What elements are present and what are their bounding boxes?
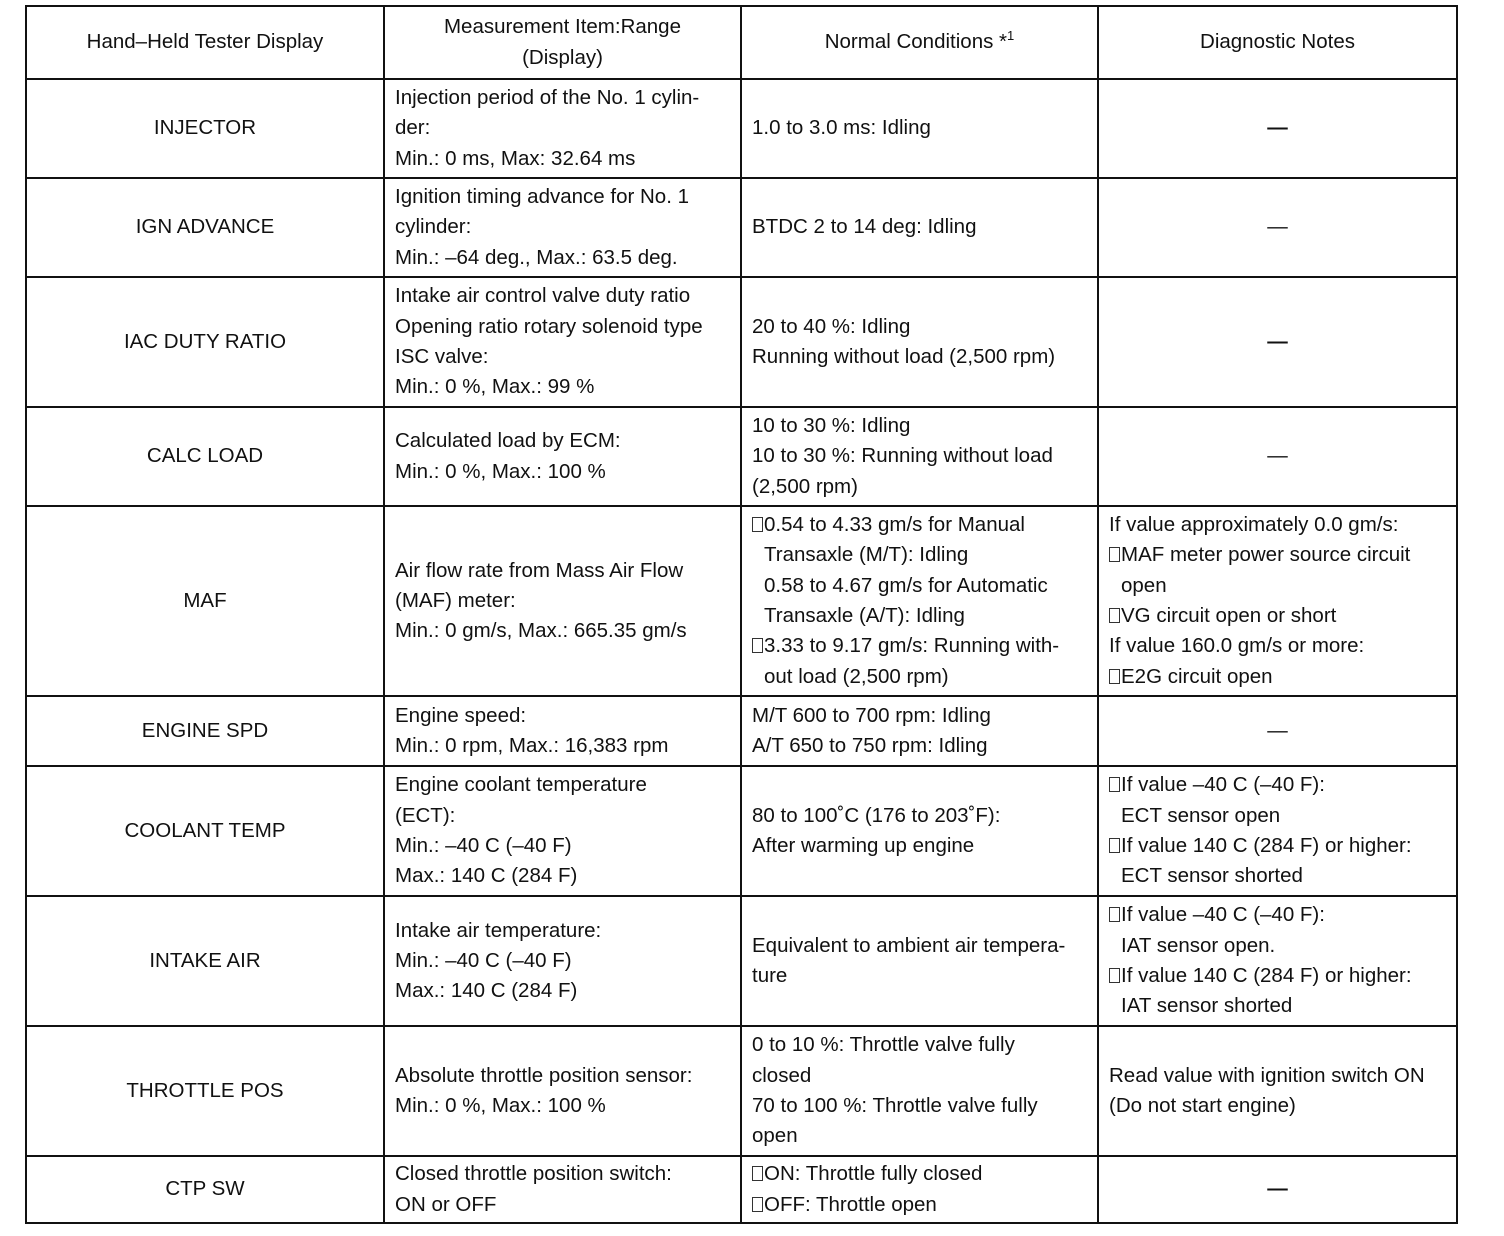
diagnostic-note-line: ECT sensor shorted	[1121, 864, 1303, 888]
measurement-item-cell	[384, 696, 741, 766]
normal-condition-line	[752, 1190, 1087, 1220]
normal-condition-text: 3.33 to 9.17 gm/s: Running with-	[764, 634, 1060, 658]
diagnostic-notes-cell	[1098, 506, 1457, 696]
diagnostic-notes-cell	[1098, 1026, 1457, 1156]
tester-display-cell	[26, 1026, 384, 1156]
normal-condition-line: Transaxle (A/T): Idling	[764, 604, 965, 627]
measurement-line: Min.: 0 %, Max.: 99 %	[395, 375, 595, 399]
table-row	[26, 277, 1457, 407]
header-measurement-item-line2: (Display)	[522, 45, 603, 69]
normal-condition-line: (2,500 rpm)	[752, 474, 858, 498]
diagnostic-notes-cell	[1098, 79, 1457, 178]
table-row	[26, 1156, 1457, 1223]
normal-condition-line: 0.58 to 4.67 gm/s for Automatic	[764, 573, 1048, 597]
bullet-box-icon	[752, 638, 763, 653]
table-row	[26, 696, 1457, 766]
no-notes-dash: —	[1267, 116, 1288, 140]
bullet-box-icon	[1109, 608, 1120, 623]
measurement-item-cell	[384, 79, 741, 178]
normal-conditions-cell	[741, 506, 1098, 696]
header-diagnostic-notes	[1098, 6, 1457, 79]
diagnostic-notes-cell	[1098, 1156, 1457, 1223]
tester-display-label: THROTTLE POS	[126, 1078, 284, 1102]
bullet-box-icon	[1109, 838, 1120, 853]
normal-condition-line: 10 to 30 %: Idling	[752, 414, 911, 438]
diagnostic-notes-cell	[1098, 766, 1457, 896]
measurement-line: Closed throttle position switch:	[395, 1162, 672, 1186]
diagnostic-note-text: If value 140 C (284 F) or higher:	[1121, 834, 1412, 857]
table-row	[26, 766, 1457, 896]
header-row	[26, 6, 1457, 79]
diagnostic-notes-cell	[1098, 896, 1457, 1026]
measurement-line: Injection period of the No. 1 cylin-	[395, 86, 700, 110]
table-row	[26, 506, 1457, 696]
diagnostic-data-table	[25, 5, 1458, 1224]
tester-display-cell	[26, 506, 384, 696]
normal-condition-line: 80 to 100˚C (176 to 203˚F):	[752, 803, 1001, 827]
tester-display-label: INJECTOR	[153, 116, 257, 140]
no-notes-dash: —	[1267, 718, 1288, 742]
diagnostic-note-line: open	[1121, 573, 1167, 597]
diagnostic-note-text: VG circuit open or short	[1121, 604, 1337, 627]
normal-conditions-cell	[741, 766, 1098, 896]
table-row	[26, 1026, 1457, 1156]
measurement-item-cell	[384, 896, 741, 1026]
measurement-line: Intake air control valve duty ratio	[395, 284, 691, 308]
diagnostic-note-text: E2G circuit open	[1121, 664, 1273, 688]
footnote-marker: 1	[1007, 28, 1015, 44]
diagnostic-note-text: If value –40 C (–40 F):	[1121, 903, 1325, 927]
measurement-line: (MAF) meter:	[395, 588, 516, 612]
measurement-line: der:	[395, 116, 431, 140]
tester-display-label: INTAKE AIR	[149, 948, 261, 972]
normal-condition-line: M/T 600 to 700 rpm: Idling	[752, 703, 991, 727]
tester-display-cell	[26, 79, 384, 178]
diagnostic-note-text: MAF meter power source circuit	[1121, 543, 1411, 567]
no-notes-dash: —	[1267, 215, 1288, 239]
normal-condition-line: closed	[752, 1063, 812, 1087]
table-row	[26, 896, 1457, 1026]
diagnostic-note-line	[1109, 831, 1446, 861]
no-notes-dash: —	[1267, 444, 1288, 468]
tester-display-cell	[26, 766, 384, 896]
normal-conditions-cell	[741, 696, 1098, 766]
measurement-line: Engine coolant temperature	[395, 773, 647, 797]
normal-condition-line: 10 to 30 %: Running without load	[752, 444, 1053, 468]
normal-condition-text: ON: Throttle fully closed	[764, 1162, 983, 1186]
normal-conditions-cell	[741, 277, 1098, 407]
diagnostic-note-text: If value 140 C (284 F) or higher:	[1121, 964, 1412, 987]
measurement-line: Absolute throttle position sensor:	[395, 1063, 693, 1087]
measurement-item-cell	[384, 1026, 741, 1156]
tester-display-label: ENGINE SPD	[141, 718, 269, 742]
measurement-line: Min.: –40 C (–40 F)	[395, 834, 572, 857]
normal-condition-line	[752, 631, 1087, 661]
normal-conditions-cell	[741, 79, 1098, 178]
tester-display-cell	[26, 407, 384, 506]
bullet-box-icon	[1109, 777, 1120, 792]
measurement-item-cell	[384, 178, 741, 277]
normal-condition-line: Transaxle (M/T): Idling	[764, 543, 969, 567]
diagnostic-note-line	[1109, 900, 1446, 930]
table-row	[26, 178, 1457, 277]
tester-display-cell	[26, 696, 384, 766]
measurement-line: Opening ratio rotary solenoid type	[395, 314, 703, 338]
header-measurement-item	[384, 6, 741, 79]
measurement-line: Max.: 140 C (284 F)	[395, 864, 578, 888]
measurement-item-cell	[384, 506, 741, 696]
measurement-line: Min.: –40 C (–40 F)	[395, 948, 572, 972]
diagnostic-note-line: If value approximately 0.0 gm/s:	[1109, 513, 1399, 537]
bullet-box-icon	[1109, 547, 1120, 562]
diagnostic-note-line: IAT sensor open.	[1121, 933, 1276, 957]
diagnostic-note-text: If value –40 C (–40 F):	[1121, 773, 1325, 797]
diagnostic-notes-cell	[1098, 178, 1457, 277]
diagnostic-note-line: Read value with ignition switch ON	[1109, 1063, 1425, 1087]
diagnostic-note-line: (Do not start engine)	[1109, 1094, 1296, 1117]
measurement-line: Engine speed:	[395, 703, 527, 727]
measurement-item-cell	[384, 277, 741, 407]
table-row	[26, 79, 1457, 178]
header-tester-display	[26, 6, 384, 79]
table-row	[26, 407, 1457, 506]
tester-display-label: IGN ADVANCE	[135, 215, 275, 239]
tester-display-cell	[26, 178, 384, 277]
normal-condition-line: open	[752, 1124, 798, 1148]
measurement-line: (ECT):	[395, 803, 456, 827]
normal-condition-line: ture	[752, 964, 788, 987]
bullet-box-icon	[752, 517, 763, 532]
tester-display-cell	[26, 1156, 384, 1223]
header-normal-conditions-label: Normal Conditions *	[824, 30, 1008, 54]
normal-condition-line: out load (2,500 rpm)	[764, 664, 949, 688]
normal-condition-text: 0.54 to 4.33 gm/s for Manual	[764, 513, 1025, 537]
diagnostic-note-line: If value 160.0 gm/s or more:	[1109, 634, 1365, 658]
normal-condition-line	[752, 510, 1087, 540]
diagnostic-note-line	[1109, 961, 1446, 991]
header-tester-display-label: Hand–Held Tester Display	[86, 30, 324, 54]
measurement-line: Min.: 0 gm/s, Max.: 665.35 gm/s	[395, 619, 687, 643]
measurement-item-cell	[384, 766, 741, 896]
tester-display-label: MAF	[183, 588, 227, 612]
diagnostic-notes-cell	[1098, 696, 1457, 766]
diagnostic-notes-cell	[1098, 407, 1457, 506]
measurement-line: cylinder:	[395, 215, 472, 239]
header-diagnostic-notes-label: Diagnostic Notes	[1200, 30, 1355, 54]
normal-condition-line: BTDC 2 to 14 deg: Idling	[752, 215, 977, 239]
normal-condition-line: 0 to 10 %: Throttle valve fully	[752, 1033, 1015, 1057]
normal-conditions-cell	[741, 896, 1098, 1026]
bullet-box-icon	[1109, 669, 1120, 684]
bullet-box-icon	[752, 1197, 763, 1212]
diagnostic-notes-cell	[1098, 277, 1457, 407]
measurement-line: ON or OFF	[395, 1192, 497, 1216]
measurement-line: ISC valve:	[395, 345, 489, 368]
normal-conditions-cell	[741, 1026, 1098, 1156]
measurement-line: Min.: 0 rpm, Max.: 16,383 rpm	[395, 734, 669, 757]
normal-condition-line: 1.0 to 3.0 ms: Idling	[752, 116, 931, 140]
no-notes-dash: —	[1267, 1177, 1288, 1201]
measurement-line: Min.: 0 %, Max.: 100 %	[395, 459, 606, 483]
diagnostic-note-line: ECT sensor open	[1121, 803, 1281, 827]
normal-condition-line: 20 to 40 %: Idling	[752, 314, 911, 338]
normal-condition-line: After warming up engine	[752, 834, 975, 857]
tester-display-label: CTP SW	[165, 1177, 245, 1201]
header-measurement-item-line1: Measurement Item:Range	[443, 15, 681, 39]
no-notes-dash: —	[1267, 329, 1288, 353]
measurement-line: Min.: 0 ms, Max: 32.64 ms	[395, 146, 636, 170]
measurement-item-cell	[384, 407, 741, 506]
measurement-line: Max.: 140 C (284 F)	[395, 979, 578, 1003]
normal-condition-line: Running without load (2,500 rpm)	[752, 345, 1056, 368]
normal-condition-line: 70 to 100 %: Throttle valve fully	[752, 1094, 1038, 1117]
tester-display-cell	[26, 896, 384, 1026]
diagnostic-note-line	[1109, 770, 1446, 800]
bullet-box-icon	[1109, 907, 1120, 922]
bullet-box-icon	[1109, 968, 1120, 983]
normal-condition-line: Equivalent to ambient air tempera-	[752, 933, 1066, 957]
normal-condition-line: A/T 650 to 750 rpm: Idling	[752, 734, 988, 757]
normal-conditions-cell	[741, 178, 1098, 277]
diagnostic-note-line	[1109, 601, 1446, 631]
tester-display-label: CALC LOAD	[146, 444, 264, 468]
bullet-box-icon	[752, 1166, 763, 1181]
normal-condition-line	[752, 1159, 1087, 1189]
tester-display-cell	[26, 277, 384, 407]
measurement-item-cell	[384, 1156, 741, 1223]
diagnostic-note-line	[1109, 662, 1446, 692]
measurement-line: Min.: 0 %, Max.: 100 %	[395, 1094, 606, 1117]
measurement-line: Intake air temperature:	[395, 918, 602, 942]
header-normal-conditions	[741, 6, 1098, 79]
measurement-line: Calculated load by ECM:	[395, 429, 621, 453]
tester-display-label: COOLANT TEMP	[124, 818, 286, 842]
normal-condition-text: OFF: Throttle open	[764, 1192, 937, 1216]
measurement-line: Ignition timing advance for No. 1	[395, 185, 689, 209]
diagnostic-note-line: IAT sensor shorted	[1121, 994, 1293, 1018]
measurement-line: Min.: –64 deg., Max.: 63.5 deg.	[395, 245, 678, 269]
normal-conditions-cell	[741, 1156, 1098, 1223]
diagnostic-note-line	[1109, 540, 1446, 570]
measurement-line: Air flow rate from Mass Air Flow	[395, 558, 684, 582]
tester-display-label: IAC DUTY RATIO	[123, 329, 287, 353]
normal-conditions-cell	[741, 407, 1098, 506]
